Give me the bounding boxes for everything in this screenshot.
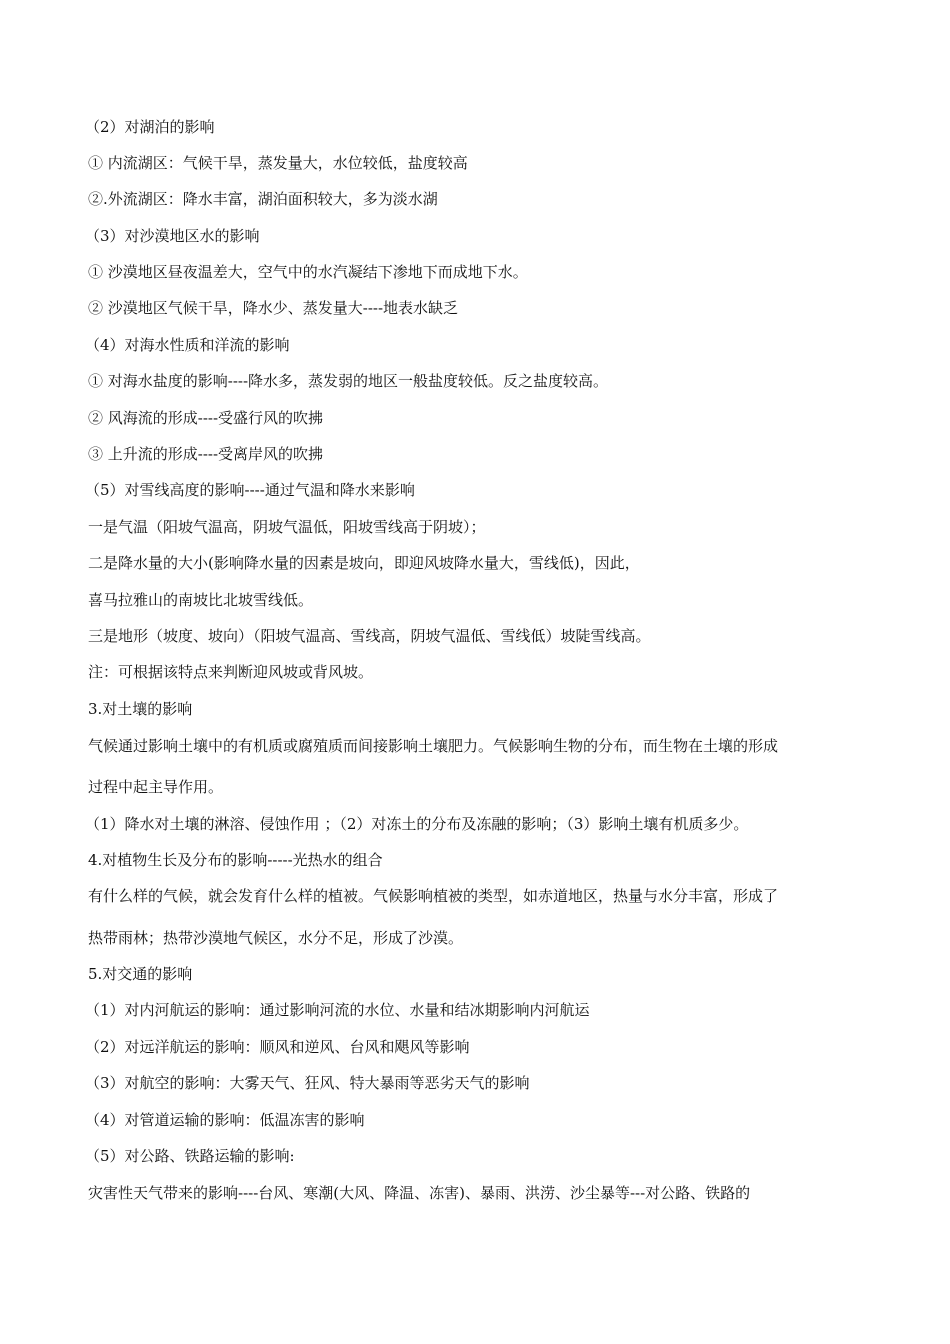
text-line: ① 沙漠地区昼夜温差大，空气中的水汽凝结下渗地下而成地下水。 bbox=[88, 263, 528, 281]
text-line: （5）对雪线高度的影响----通过气温和降水来影响 bbox=[85, 481, 415, 499]
text-line: （5）对公路、铁路运输的影响: bbox=[85, 1147, 295, 1165]
text-line: （4）对海水性质和洋流的影响 bbox=[85, 336, 290, 354]
section-heading: 4.对植物生长及分布的影响-----光热水的组合 bbox=[88, 851, 383, 869]
text-line: （2）对远洋航运的影响：顺风和逆风、台风和飓风等影响 bbox=[85, 1038, 470, 1056]
text-line: 过程中起主导作用。 bbox=[88, 778, 224, 796]
text-line: 一是气温（阳坡气温高，阴坡气温低，阳坡雪线高于阴坡）； bbox=[88, 518, 486, 536]
text-line: ②.外流湖区：降水丰富，湖泊面积较大，多为淡水湖 bbox=[88, 190, 438, 208]
text-line: 三是地形（坡度、坡向）（阳坡气温高、雪线高，阴坡气温低、雪线低）坡陡雪线高。 bbox=[88, 627, 651, 645]
text-line: （1）对内河航运的影响：通过影响河流的水位、水量和结冰期影响内河航运 bbox=[85, 1001, 590, 1019]
text-line: ② 沙漠地区气候干旱，降水少、蒸发量大----地表水缺乏 bbox=[88, 299, 459, 317]
text-line: 气候通过影响土壤中的有机质或腐殖质而间接影响土壤肥力。气候影响生物的分布，而生物在土壤的形成 bbox=[88, 737, 779, 755]
text-line: 热带雨林；热带沙漠地气候区，水分不足，形成了沙漠。 bbox=[88, 929, 464, 947]
section-heading: 5.对交通的影响 bbox=[88, 965, 193, 983]
text-line: 有什么样的气候，就会发育什么样的植被。气候影响植被的类型，如赤道地区，热量与水分丰富，形成了 bbox=[88, 887, 779, 905]
section-heading: 3.对土壤的影响 bbox=[88, 700, 193, 718]
text-line: （3）对航空的影响：大雾天气、狂风、特大暴雨等恶劣天气的影响 bbox=[85, 1074, 530, 1092]
text-line: ② 风海流的形成----受盛行风的吹拂 bbox=[88, 409, 324, 427]
text-line: 注：可根据该特点来判断迎风坡或背风坡。 bbox=[88, 663, 374, 681]
text-line: 喜马拉雅山的南坡比北坡雪线低。 bbox=[88, 591, 314, 609]
text-line: （4）对管道运输的影响：低温冻害的影响 bbox=[85, 1111, 365, 1129]
text-line: （2）对湖泊的影响 bbox=[85, 118, 215, 136]
text-line: 灾害性天气带来的影响----台风、寒潮(大风、降温、冻害)、暴雨、洪涝、沙尘暴等---对公路、铁路的 bbox=[88, 1184, 751, 1202]
text-line: （1）降水对土壤的淋溶、侵蚀作用 ；（2）对冻土的分布及冻融的影响；（3）影响土壤有机质多少。 bbox=[85, 815, 749, 833]
text-line: （3）对沙漠地区水的影响 bbox=[85, 227, 260, 245]
text-line: 二是降水量的大小(影响降水量的因素是坡向，即迎风坡降水量大，雪线低)，因此， bbox=[88, 554, 640, 572]
text-line: ③ 上升流的形成----受离岸风的吹拂 bbox=[88, 445, 324, 463]
text-line: ① 对海水盐度的影响----降水多，蒸发弱的地区一般盐度较低。反之盐度较高。 bbox=[88, 372, 609, 390]
text-line: ① 内流湖区：气候干旱，蒸发量大，水位较低，盐度较高 bbox=[88, 154, 468, 172]
